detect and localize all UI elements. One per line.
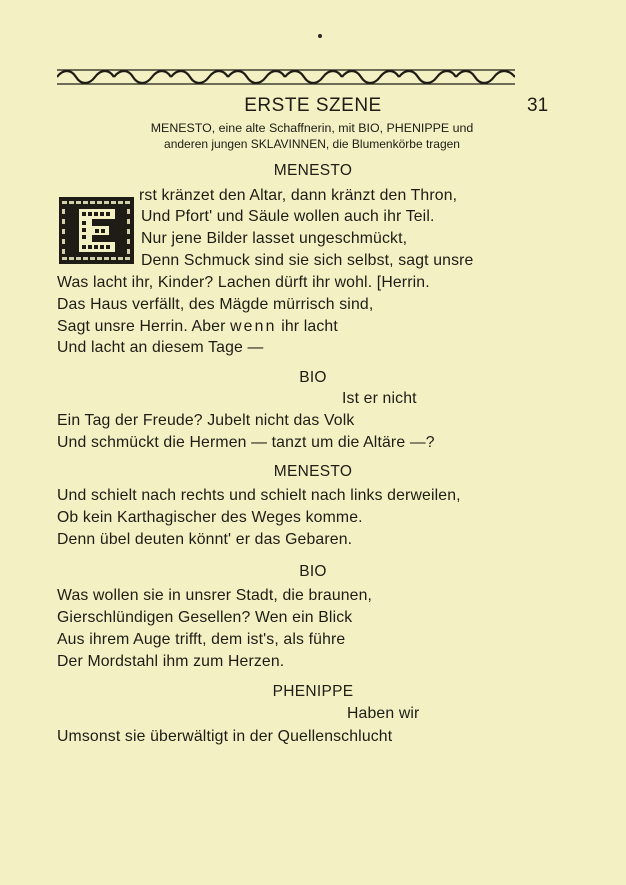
speaker-name: MENESTO xyxy=(273,162,353,179)
verse-line: Und schielt nach rechts und schielt nach links derweilen, xyxy=(57,487,461,504)
page-number: 31 xyxy=(527,95,549,116)
speaker-name: PHENIPPE xyxy=(272,683,354,700)
speaker-name: BIO xyxy=(299,369,327,386)
verse-line: Ist er nicht xyxy=(342,390,417,407)
verse-line: Was lacht ihr, Kinder? Lachen dürft ihr wohl. [Herrin. xyxy=(57,274,430,291)
verse-line xyxy=(57,318,338,336)
cast-description-line-2: anderen jungen SKLAVINNEN, die Blumenkörbe tragen xyxy=(164,137,460,151)
cast-description-line-1: MENESTO, eine alte Schaffnerin, mit BIO, PHENIPPE und xyxy=(150,121,474,135)
verse-line: Was wollen sie in unsrer Stadt, die braunen, xyxy=(57,587,373,604)
verse-line: Haben wir xyxy=(347,705,420,722)
verse-text: Sagt unsre Herrin. Aber xyxy=(57,318,226,335)
ink-dot xyxy=(318,34,322,38)
speaker-name: MENESTO xyxy=(273,463,353,480)
verse-line: Das Haus verfällt, des Mägde mürrisch sind, xyxy=(57,296,374,313)
decorative-border xyxy=(57,68,515,86)
emphasized-word: wenn xyxy=(230,318,277,335)
verse-line: Und lacht an diesem Tage — xyxy=(57,339,264,356)
verse-line: Denn übel deuten könnt' er das Gebaren. xyxy=(57,531,353,548)
verse-line: Ob kein Karthagischer des Weges komme. xyxy=(57,509,363,526)
verse-line: Und Pfort' und Säule wollen auch ihr Teil. xyxy=(141,208,435,225)
verse-line: Gierschlündigen Gesellen? Wen ein Blick xyxy=(57,609,353,626)
speaker-name: BIO xyxy=(299,563,327,580)
verse-line: rst kränzet den Altar, dann kränzt den Thron, xyxy=(139,187,458,204)
verse-line: Umsonst sie überwältigt in der Quellenschlucht xyxy=(57,728,393,745)
verse-line: Ein Tag der Freude? Jubelt nicht das Volk xyxy=(57,412,355,429)
verse-line: Nur jene Bilder lasset ungeschmückt, xyxy=(141,230,408,247)
verse-line: Der Mordstahl ihm zum Herzen. xyxy=(57,653,285,670)
verse-line: Und schmückt die Hermen — tanzt um die Altäre —? xyxy=(57,434,435,451)
verse-line: Aus ihrem Auge trifft, dem ist's, als führe xyxy=(57,631,346,648)
scene-title: ERSTE SZENE xyxy=(244,95,382,116)
verse-text: ihr lacht xyxy=(281,318,338,335)
verse-line: Denn Schmuck sind sie sich selbst, sagt unsre xyxy=(141,252,474,269)
decorated-initial-letter xyxy=(57,195,136,266)
